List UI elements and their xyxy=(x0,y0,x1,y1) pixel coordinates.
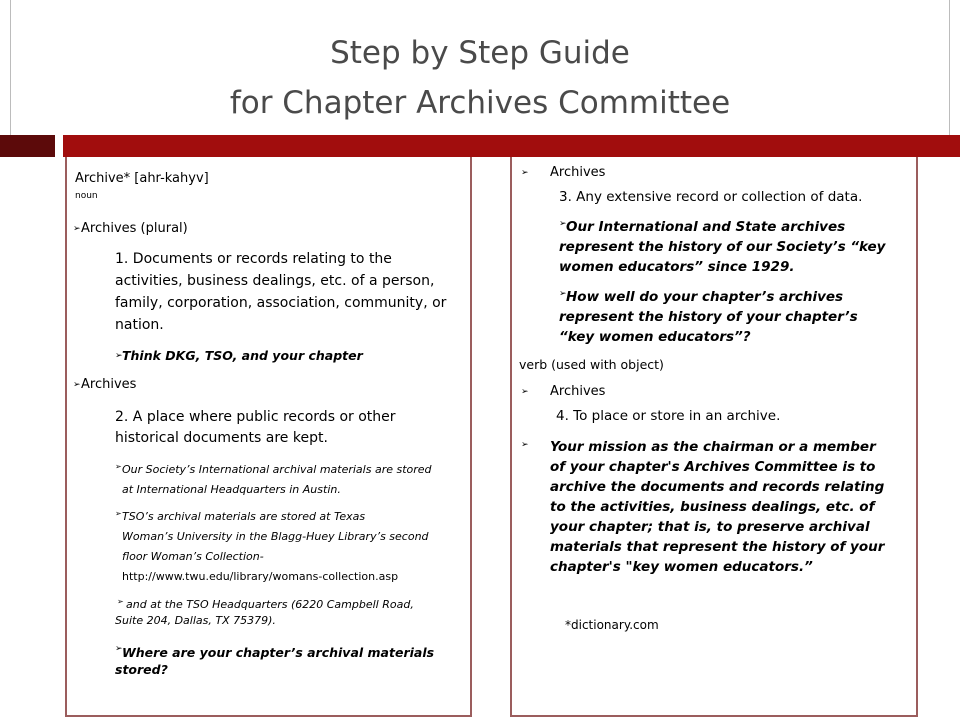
bullet-arrow-icon: ➢ xyxy=(521,387,529,397)
item1-definition xyxy=(115,248,446,336)
note-tso-archives xyxy=(122,507,429,587)
item1-heading: Archives (plural) xyxy=(81,221,188,236)
note-tso-headquarters-cont: Suite 204, Dallas, TX 75379). xyxy=(115,614,276,627)
mission-line: materials that represent the history of your xyxy=(550,539,885,555)
note-how-well-cont xyxy=(559,307,858,347)
note-line: represent the history of your chapter’s xyxy=(559,309,858,325)
mission-statement xyxy=(550,437,884,577)
note-line: women educators” since 1929. xyxy=(559,259,795,275)
title-line-2: for Chapter Archives Committee xyxy=(229,85,731,121)
slide-title xyxy=(0,28,960,128)
accent-bar-dark xyxy=(0,135,55,157)
bullet-arrow-icon: ➢ xyxy=(115,509,122,518)
question-line: Where are your chapter’s archival materials xyxy=(122,645,435,660)
note-international-archives-cont xyxy=(559,237,885,277)
mission-line: archive the documents and records relating xyxy=(550,479,885,495)
mission-line: Your mission as the chairman or a member xyxy=(550,439,876,455)
accent-bar-red xyxy=(63,135,960,157)
bullet-arrow-icon: ➢ xyxy=(115,462,122,471)
note-link-text: http://www.twu.edu/library/womans-collection.asp xyxy=(122,570,399,583)
item3-definition: 3. Any extensive record or collection of data. xyxy=(559,189,863,205)
note-society-archives xyxy=(122,460,432,500)
item1-def-line: family, corporation, association, community, or xyxy=(115,295,447,311)
left-vertical-rule xyxy=(10,0,11,135)
mission-line: chapter's "key women educators.” xyxy=(550,559,813,575)
item2-def-line: historical documents are kept. xyxy=(115,430,328,446)
source-citation: *dictionary.com xyxy=(565,618,659,632)
right-vertical-rule xyxy=(949,0,950,135)
definition-word: Archive* [ahr-kahyv] xyxy=(75,171,209,186)
item4-definition: 4. To place or store in an archive. xyxy=(556,408,781,424)
part-of-speech-noun: noun xyxy=(75,191,98,201)
mission-line: of your chapter's Archives Committee is to xyxy=(550,459,876,475)
archives-location-question-cont: stored? xyxy=(115,662,168,677)
note-how-well xyxy=(566,287,843,307)
note-line: and at the TSO Headquarters (6220 Campbell Road, xyxy=(126,598,414,611)
item2-heading: Archives xyxy=(81,377,137,392)
bullet-arrow-icon: ➢ xyxy=(559,289,567,299)
note-line: at International Headquarters in Austin. xyxy=(122,483,341,496)
archives-location-question xyxy=(122,642,434,664)
bullet-arrow-icon: ➢ xyxy=(115,644,123,654)
note-line: floor Woman’s Collection- xyxy=(122,550,264,563)
bullet-arrow-icon: ➢ xyxy=(521,168,529,178)
verb-label: verb (used with object) xyxy=(519,357,664,372)
note-line: represent the history of our Society’s “key xyxy=(559,239,886,255)
item1-def-line: nation. xyxy=(115,317,164,333)
note-tso-headquarters xyxy=(126,595,414,615)
bullet-arrow-icon: ➢ xyxy=(73,380,81,390)
title-line-1: Step by Step Guide xyxy=(330,35,630,71)
item1-def-line: 1. Documents or records relating to the xyxy=(115,251,392,267)
left-content-panel xyxy=(65,157,472,717)
right-content-panel xyxy=(510,157,918,717)
bullet-arrow-icon: ➢ xyxy=(521,440,529,450)
item2-def-line: 2. A place where public records or other xyxy=(115,409,396,425)
item2-definition xyxy=(115,407,396,449)
item1-def-line: activities, business dealings, etc. of a person, xyxy=(115,273,435,289)
mission-line: your chapter; that is, to preserve archival xyxy=(550,519,870,535)
mission-line: to the activities, business dealings, etc. of xyxy=(550,499,875,515)
note-line: TSO’s archival materials are stored at Texas xyxy=(122,510,366,523)
item4-heading: Archives xyxy=(550,384,606,399)
bullet-arrow-icon: ➢ xyxy=(117,597,124,606)
bullet-arrow-icon: ➢ xyxy=(115,351,123,361)
item1-note: Think DKG, TSO, and your chapter xyxy=(122,348,363,363)
bullet-arrow-icon: ➢ xyxy=(73,224,81,234)
note-line: “key women educators”? xyxy=(559,329,751,345)
note-line: Woman’s University in the Blagg-Huey Library’s second xyxy=(122,530,429,543)
bullet-arrow-icon: ➢ xyxy=(559,219,567,229)
note-line: Our Society’s International archival materials are stored xyxy=(122,463,432,476)
item3-heading: Archives xyxy=(550,165,606,180)
note-line: How well do your chapter’s archives xyxy=(566,289,844,305)
note-international-archives xyxy=(566,217,845,237)
note-line: Our International and State archives xyxy=(566,219,846,235)
